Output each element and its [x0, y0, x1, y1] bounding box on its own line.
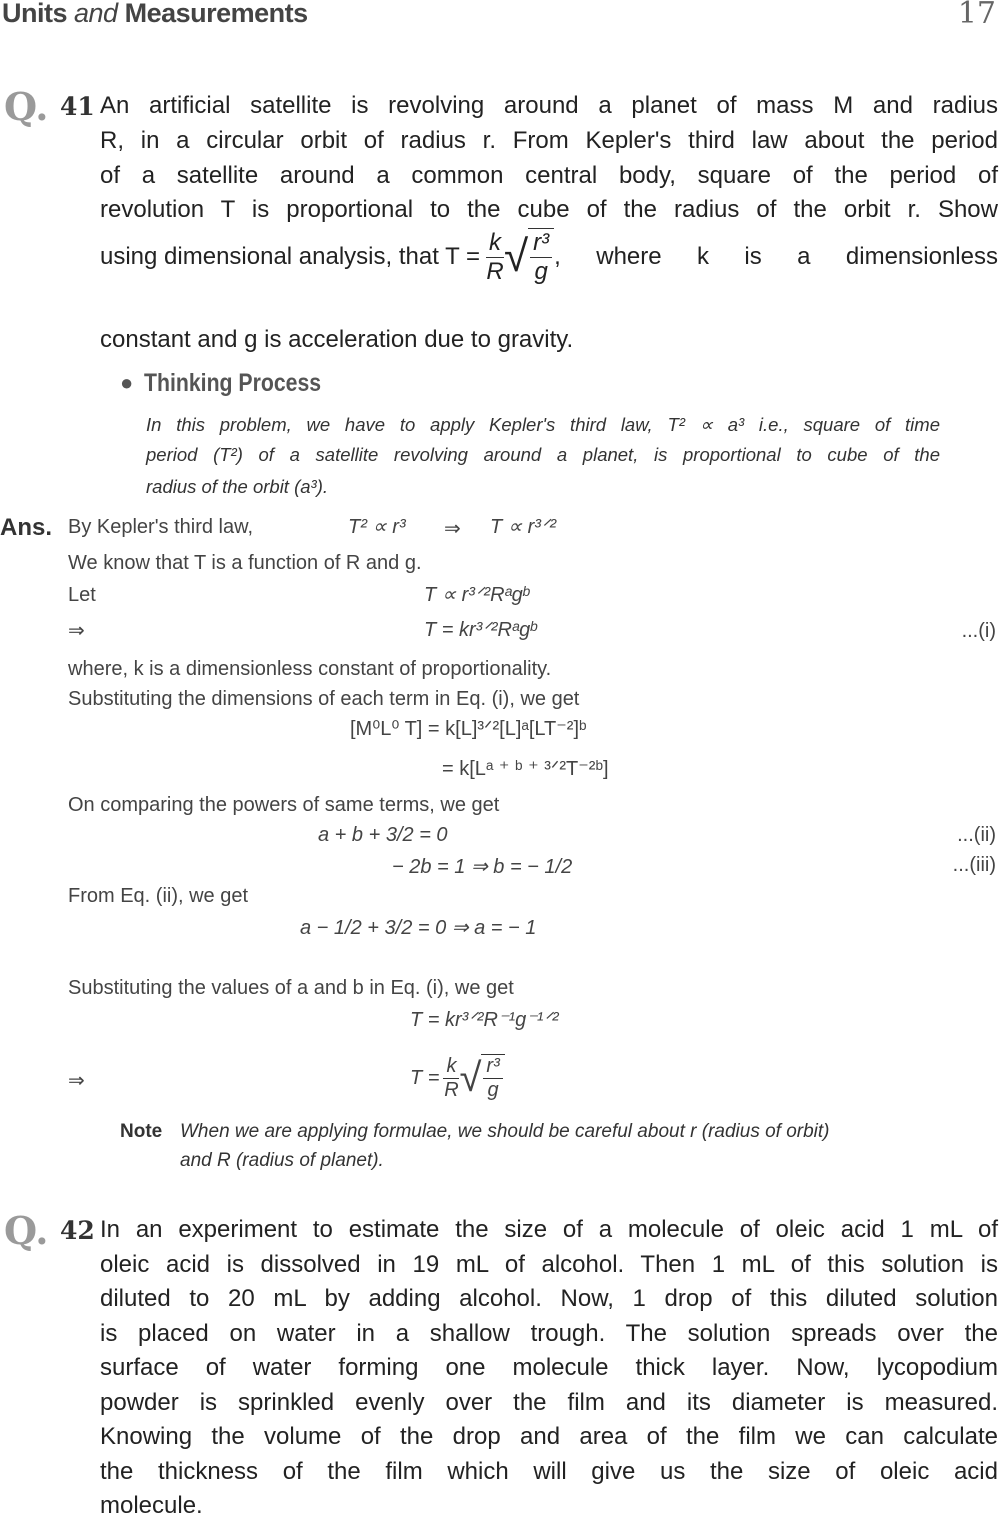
question-text-line: oleic acid is dissolved in 19 mL of alcohol. Then 1 mL of this solution is — [100, 1251, 998, 1278]
equation: [M⁰L⁰ T] = k[L]³ᐟ²[L]ᵃ[LT⁻²]ᵇ — [350, 718, 587, 740]
answer-text: By Kepler's third law, — [68, 516, 254, 538]
square-root — [504, 228, 554, 286]
equation: T ∝ r³ᐟ² — [490, 516, 557, 538]
question-number: 42 — [60, 1216, 95, 1245]
equation-tag: ...(iii) — [952, 854, 996, 876]
page-number: 17 — [957, 0, 996, 31]
thinking-text-line: In this problem, we have to apply Kepler's third law, T² ∝ a³ i.e., square of time — [146, 414, 940, 435]
radical-sign-icon: √ — [459, 1055, 482, 1100]
question-text-line: In an experiment to estimate the size of a molecule of oleic acid 1 mL of — [100, 1216, 998, 1243]
thinking-text-line: radius of the orbit (a³). — [146, 476, 328, 497]
thinking-text-line: period (T²) of a satellite revolving around a planet, is proportional to cube of the — [146, 444, 940, 465]
final-formula — [410, 1042, 505, 1114]
radical-sign-icon: √ — [504, 232, 529, 281]
thinking-process-title: Thinking Process — [144, 369, 322, 397]
implies-arrow: ⇒ — [444, 518, 461, 540]
question-text-line: surface of water forming one molecule thick layer. Now, lycopodium — [100, 1354, 998, 1381]
question-text-line: is placed on water in a shallow trough. The solution spreads over the — [100, 1320, 998, 1347]
question-text-line: revolution T is proportional to the cube of the radius of the orbit r. Show — [100, 196, 998, 223]
numerator: k — [443, 1055, 459, 1079]
equation: T = kr³ᐟ²Rᵃgᵇ — [424, 619, 537, 641]
answer-text: From Eq. (ii), we get — [68, 885, 249, 907]
equation: = k[Lᵃ ⁺ ᵇ ⁺ ³ᐟ²T⁻²ᵇ] — [442, 758, 609, 780]
question-text-line: of a satellite around a common central body, square of the period of — [100, 162, 998, 189]
fraction-k-over-R — [486, 229, 504, 286]
implies-arrow: ⇒ — [68, 1070, 85, 1092]
question-number: 41 — [60, 92, 95, 121]
title-part: Units — [2, 0, 67, 28]
answer-text: We know that T is a function of R and g. — [68, 552, 422, 574]
answer-text: Substituting the dimensions of each term in Eq. (i), we get — [68, 688, 580, 710]
question-text-line: An artificial satellite is revolving around a planet of mass M and radius — [100, 92, 998, 119]
equation-tag: ...(ii) — [957, 824, 996, 846]
question-mark-icon: Q. — [4, 84, 49, 129]
numerator: k — [486, 229, 504, 258]
formula-suffix: , where k is a dimensionless — [554, 243, 998, 270]
note-text-line: When we are applying formulae, we should be careful about r (radius of orbit) — [180, 1121, 830, 1142]
equation-tag: ...(i) — [961, 620, 996, 642]
fraction-r3-over-g — [528, 228, 554, 286]
question-mark-icon: Q. — [4, 1208, 49, 1253]
chapter-title — [2, 0, 308, 29]
denominator: R — [486, 257, 504, 285]
formula-prefix: using dimensional analysis, that T = — [100, 243, 481, 270]
question-text-line: Knowing the volume of the drop and area of the film we can calculate — [100, 1423, 998, 1450]
denominator: g — [534, 258, 548, 285]
answer-label: Ans. — [0, 514, 53, 541]
equation: a + b + 3/2 = 0 — [318, 824, 448, 846]
question-text-line: powder is sprinkled evenly over the film and its diameter is measured. — [100, 1389, 998, 1416]
equation: T ∝ r³ᐟ²Rᵃgᵇ — [424, 584, 530, 606]
title-part: Measurements — [124, 0, 308, 28]
question-text-line: constant and g is acceleration due to gravity. — [100, 326, 574, 353]
title-part: and — [74, 0, 118, 28]
question-text-line: molecule. — [100, 1492, 203, 1518]
denominator: R — [444, 1078, 459, 1101]
equation: a − 1/2 + 3/2 = 0 ⇒ a = − 1 — [300, 917, 537, 939]
fraction-r3-over-g — [481, 1054, 504, 1102]
question-text-line: the thickness of the film which will give us the size of oleic acid — [100, 1458, 998, 1485]
square-root — [459, 1054, 504, 1102]
implies-arrow: ⇒ — [68, 620, 85, 642]
answer-text: Substituting the values of a and b in Eq. (i), we get — [68, 977, 514, 999]
question-formula-line — [100, 228, 998, 286]
answer-text: Let — [68, 584, 96, 606]
numerator: r³ — [530, 229, 552, 258]
fraction-k-over-R — [443, 1055, 459, 1102]
formula-lhs: T = — [410, 1066, 440, 1089]
question-text-line: diluted to 20 mL by adding alcohol. Now, 1 drop of this diluted solution — [100, 1285, 998, 1312]
equation: T = kr³ᐟ²R⁻¹g⁻¹ᐟ² — [410, 1009, 559, 1031]
answer-text: where, k is a dimensionless constant of proportionality. — [68, 658, 552, 680]
lightbulb-icon: ● — [120, 370, 134, 395]
numerator: r³ — [483, 1055, 502, 1079]
equation: − 2b = 1 ⇒ b = − 1/2 — [392, 856, 573, 878]
answer-text: On comparing the powers of same terms, we get — [68, 794, 500, 816]
note-label — [120, 1121, 162, 1143]
denominator: g — [487, 1079, 499, 1101]
note-label-text: Note — [120, 1121, 163, 1142]
equation: T² ∝ r³ — [348, 516, 406, 538]
question-text-line: R, in a circular orbit of radius r. From Kepler's third law about the period — [100, 127, 998, 154]
note-text-line: and R (radius of planet). — [180, 1150, 384, 1171]
